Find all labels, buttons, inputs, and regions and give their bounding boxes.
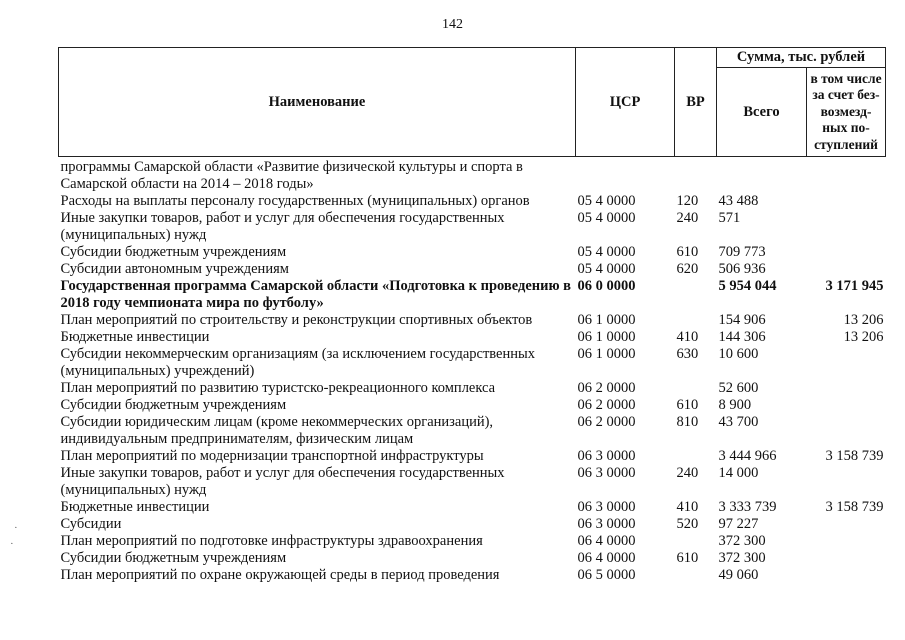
row-name: Бюджетные инвестиции (60, 329, 210, 345)
row-vr: 610 (676, 244, 699, 260)
row-name: Субсидии бюджетным учреждениям (60, 550, 287, 566)
header-sum-title: Сумма, тыс. рублей (717, 48, 886, 68)
table-row (59, 346, 886, 380)
page-number: 142 (442, 17, 463, 32)
row-name: Субсидии юридическим лицам (кроме некоммерческих организаций), индивидуальным предпринимателям, физическим лицам (60, 414, 494, 447)
row-csr: 06 4 0000 (577, 533, 636, 549)
row-name: Субсидии бюджетным учреждениям (60, 397, 287, 413)
row-gratis (807, 397, 886, 414)
table-row (59, 380, 886, 397)
row-gratis: 13 206 (843, 312, 884, 328)
row-name: План мероприятий по охране окружающей среды в период проведения (60, 567, 500, 583)
row-gratis (807, 533, 886, 550)
row-total: 372 300 (718, 533, 766, 549)
row-gratis: 13 206 (843, 329, 884, 345)
row-csr: 05 4 0000 (577, 244, 636, 260)
row-vr: 630 (676, 346, 699, 362)
row-gratis (807, 261, 886, 278)
row-csr: 06 2 0000 (577, 380, 636, 396)
table-row (59, 312, 886, 329)
table-row (59, 278, 886, 312)
row-csr: 06 5 0000 (577, 567, 636, 583)
table-row (59, 448, 886, 465)
header-name: Наименование (59, 48, 576, 157)
row-gratis: 3 171 945 (825, 278, 884, 294)
row-gratis (807, 346, 886, 380)
row-vr (675, 278, 717, 312)
row-total: 97 227 (718, 516, 759, 532)
row-name: Иные закупки товаров, работ и услуг для обеспечения государственных (муниципальных) нужд (60, 210, 505, 243)
row-total: 8 900 (718, 397, 752, 413)
row-total (717, 157, 807, 194)
row-csr: 05 4 0000 (577, 210, 636, 226)
table-row (59, 533, 886, 550)
header-vr: ВР (675, 48, 717, 157)
scan-speck: · (14, 522, 18, 534)
row-name: Бюджетные инвестиции (60, 499, 210, 515)
row-total: 506 936 (718, 261, 766, 277)
row-total: 43 488 (718, 193, 759, 209)
row-csr: 05 4 0000 (577, 261, 636, 277)
row-vr: 610 (676, 397, 699, 413)
row-csr: 06 3 0000 (577, 465, 636, 481)
table-row (59, 567, 886, 584)
row-vr: 520 (676, 516, 699, 532)
row-total: 144 306 (718, 329, 766, 345)
table-row (59, 397, 886, 414)
row-name: Государственная программа Самарской области «Подготовка к проведению в 2018 году чемпионата мира по футболу» (60, 278, 572, 311)
table-row (59, 465, 886, 499)
row-total: 43 700 (718, 414, 759, 430)
row-vr: 610 (676, 550, 699, 566)
row-total: 3 444 966 (718, 448, 777, 464)
header-total: Всего (717, 68, 807, 157)
row-gratis (807, 157, 886, 194)
row-vr (675, 533, 717, 550)
row-csr: 06 0 0000 (577, 278, 636, 294)
table-row (59, 210, 886, 244)
row-vr: 620 (676, 261, 699, 277)
row-csr: 05 4 0000 (577, 193, 636, 209)
row-gratis: 3 158 739 (825, 448, 884, 464)
row-gratis (807, 193, 886, 210)
row-name: Субсидии бюджетным учреждениям (60, 244, 287, 260)
table-row (59, 244, 886, 261)
row-gratis (807, 244, 886, 261)
table-row (59, 550, 886, 567)
row-name: программы Самарской области «Развитие физической культуры и спорта в Самарской области на 2014 – 2018 годы» (60, 159, 523, 192)
row-csr: 06 1 0000 (577, 346, 636, 362)
row-name: Субсидии (60, 516, 122, 532)
table-row (59, 261, 886, 278)
table-row (59, 157, 886, 194)
header-gratis: в том числе за счет без-возмезд-ных по-ступлений (807, 68, 886, 157)
row-gratis (807, 380, 886, 397)
table-row (59, 414, 886, 448)
row-name: Расходы на выплаты персоналу государственных (муниципальных) органов (60, 193, 530, 209)
row-gratis: 3 158 739 (825, 499, 884, 515)
row-total: 10 600 (718, 346, 759, 362)
row-total: 5 954 044 (718, 278, 777, 294)
row-csr: 06 3 0000 (577, 516, 636, 532)
row-vr (675, 448, 717, 465)
row-total: 709 773 (718, 244, 766, 260)
row-gratis (807, 516, 886, 533)
table-row (59, 193, 886, 210)
header-csr: ЦСР (576, 48, 675, 157)
row-total: 571 (718, 210, 741, 226)
row-name: Субсидии некоммерческим организациям (за исключением государственных (муниципальных) учреждений) (60, 346, 535, 379)
row-name: План мероприятий по строительству и реконструкции спортивных объектов (60, 312, 533, 328)
row-vr: 240 (676, 210, 699, 226)
budget-table (58, 47, 886, 584)
row-csr: 06 1 0000 (577, 329, 636, 345)
table-body (59, 157, 886, 585)
row-name: План мероприятий по развитию туристско-рекреационного комплекса (60, 380, 496, 396)
row-total: 52 600 (718, 380, 759, 396)
table-row (59, 329, 886, 346)
row-gratis (807, 414, 886, 448)
row-vr: 410 (676, 499, 699, 515)
row-total: 14 000 (718, 465, 759, 481)
row-csr: 06 2 0000 (577, 397, 636, 413)
row-vr (675, 567, 717, 584)
row-total: 49 060 (718, 567, 759, 583)
row-csr: 06 4 0000 (577, 550, 636, 566)
row-vr (675, 312, 717, 329)
table-header (59, 48, 886, 157)
scan-speck: · (10, 538, 14, 550)
row-csr: 06 1 0000 (577, 312, 636, 328)
row-total: 372 300 (718, 550, 766, 566)
row-vr (675, 380, 717, 397)
row-vr: 240 (676, 465, 699, 481)
row-gratis (807, 550, 886, 567)
row-csr: 06 2 0000 (577, 414, 636, 430)
row-csr: 06 3 0000 (577, 448, 636, 464)
row-name: План мероприятий по подготовке инфраструктуры здравоохранения (60, 533, 483, 549)
row-vr: 120 (676, 193, 699, 209)
row-gratis (807, 210, 886, 244)
row-name: Субсидии автономным учреждениям (60, 261, 289, 277)
row-vr (675, 157, 717, 194)
row-gratis (807, 567, 886, 584)
row-name: План мероприятий по модернизации транспортной инфраструктуры (60, 448, 484, 464)
row-vr: 810 (676, 414, 699, 430)
row-total: 3 333 739 (718, 499, 777, 515)
row-name: Иные закупки товаров, работ и услуг для обеспечения государственных (муниципальных) нужд (60, 465, 505, 498)
row-gratis (807, 465, 886, 499)
row-csr (576, 157, 675, 194)
table-row (59, 499, 886, 516)
row-total: 154 906 (718, 312, 766, 328)
table-row (59, 516, 886, 533)
row-vr: 410 (676, 329, 699, 345)
row-csr: 06 3 0000 (577, 499, 636, 515)
